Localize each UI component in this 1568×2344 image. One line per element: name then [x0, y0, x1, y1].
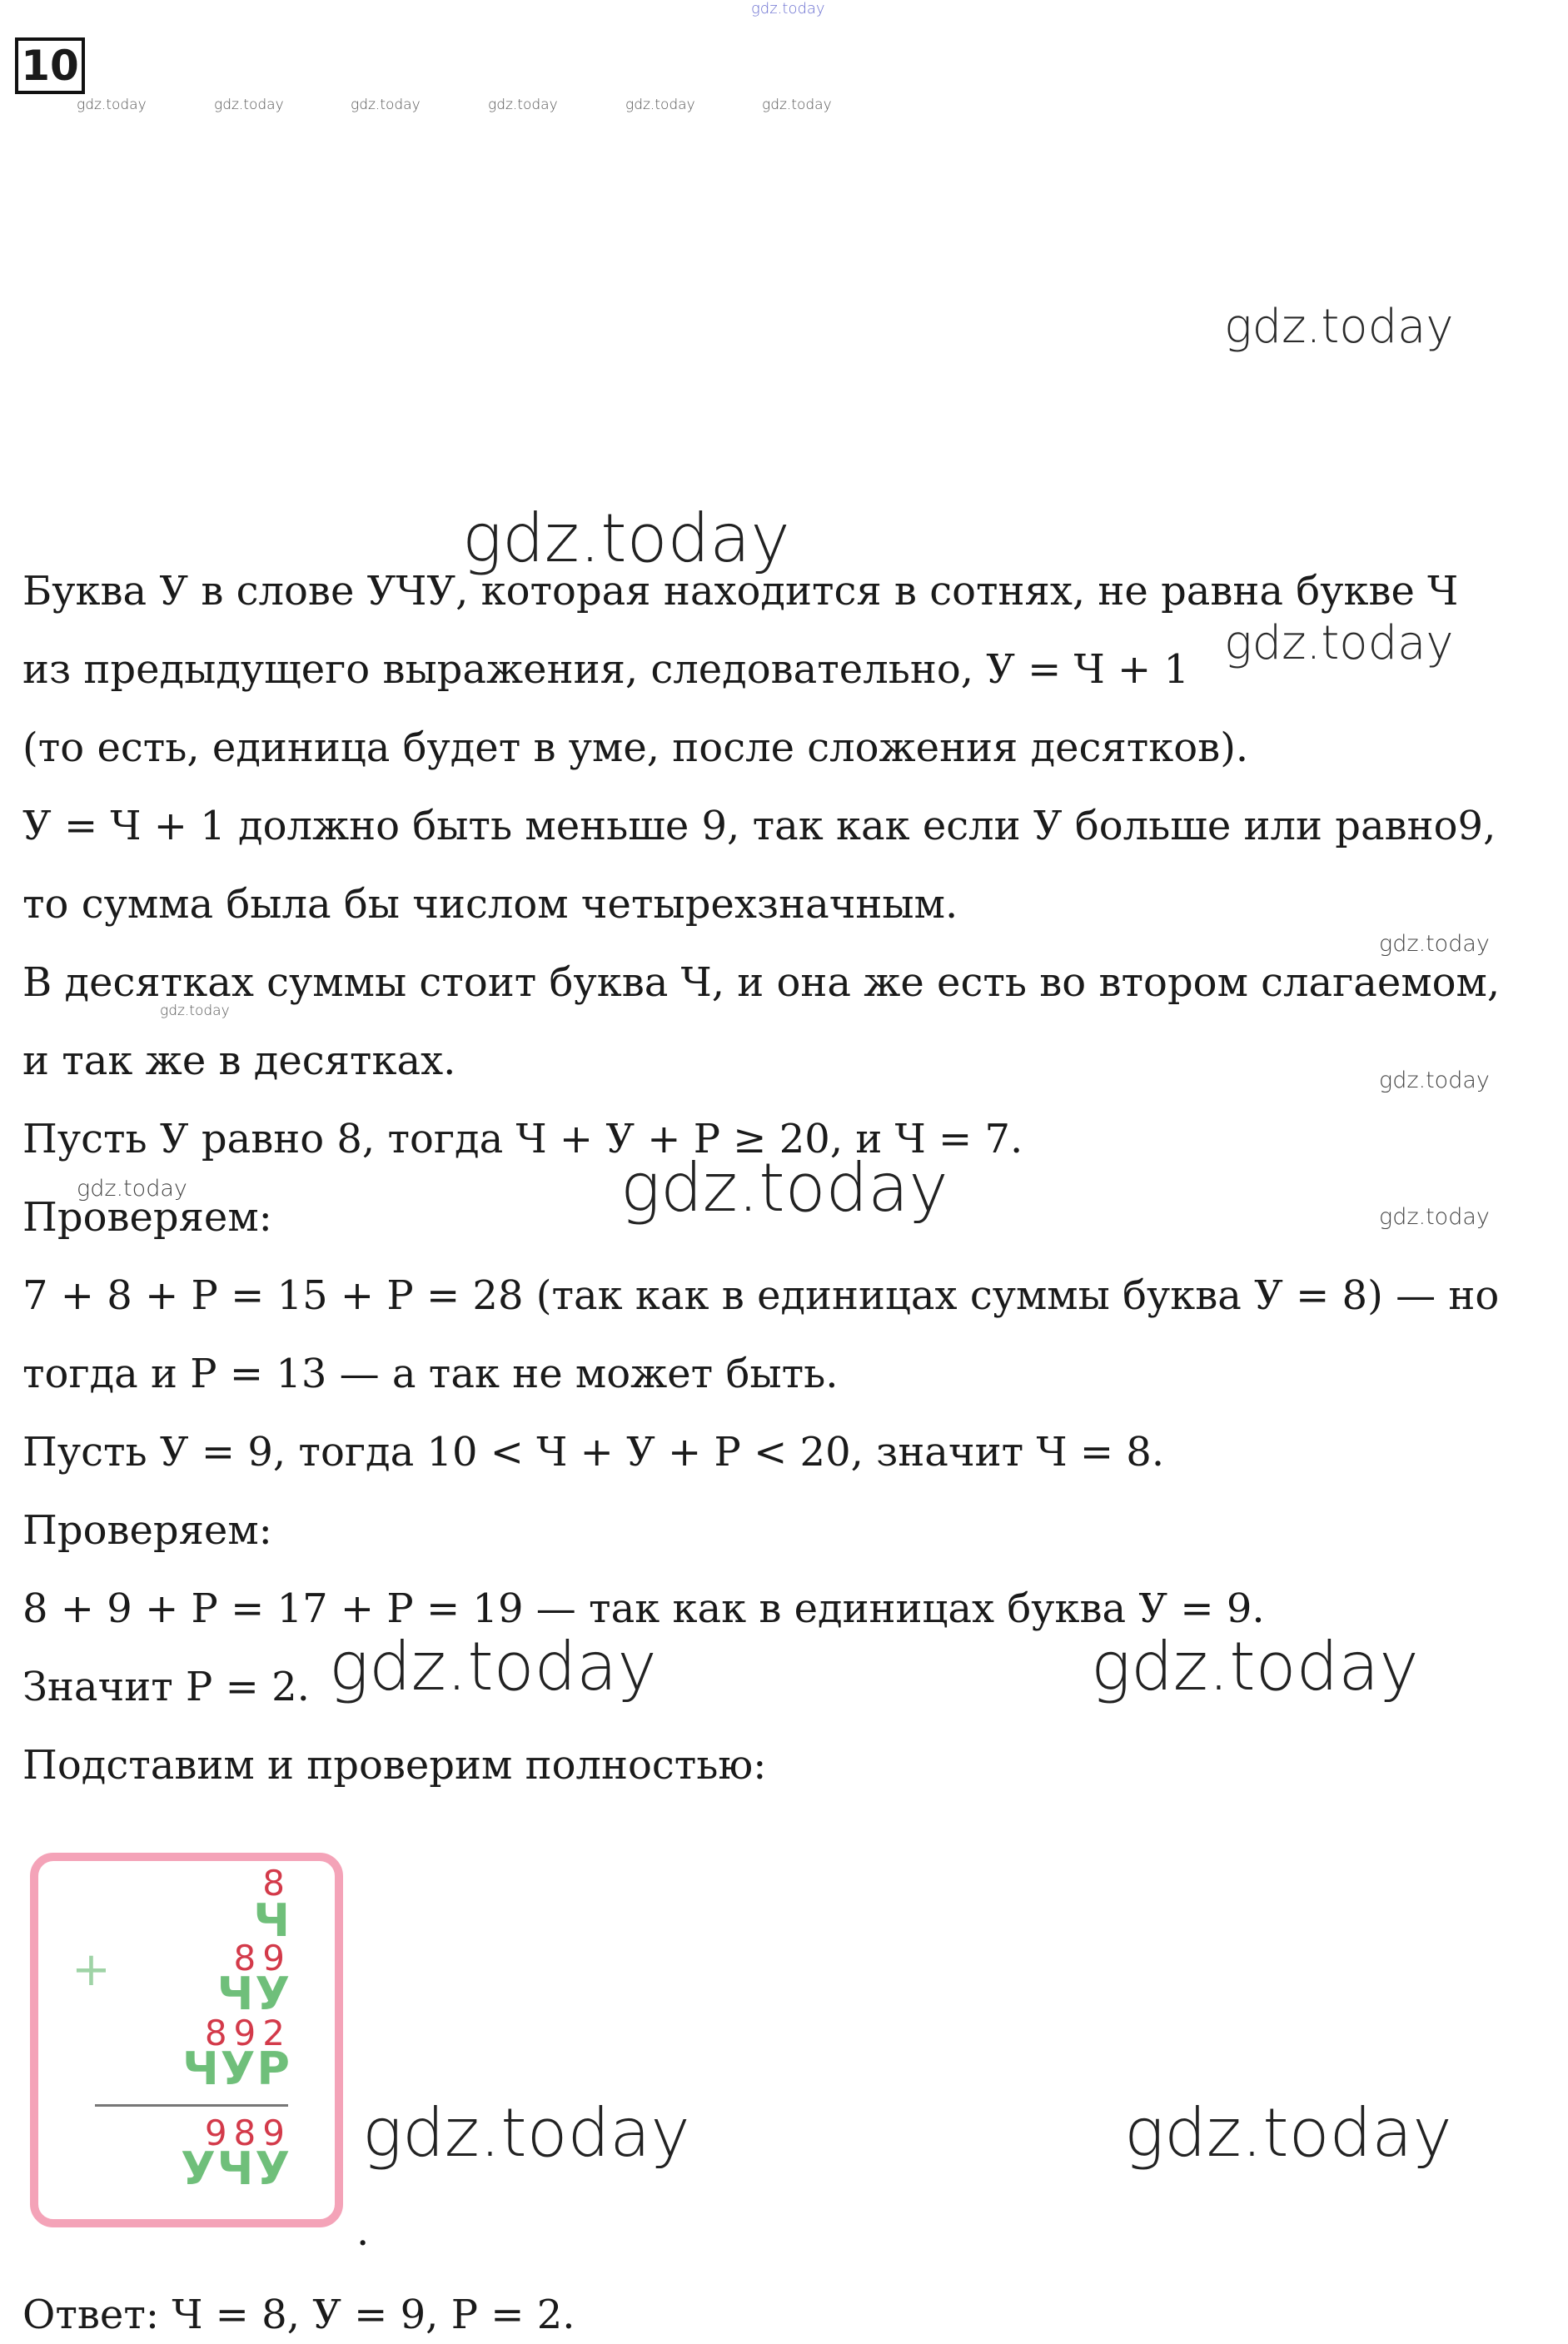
watermark-large: gdz.today — [329, 1628, 657, 1705]
solution-line: Проверяем: — [22, 1507, 272, 1554]
row3-digits: 892 — [204, 2013, 291, 2053]
watermark-small: gdz.today — [762, 97, 832, 113]
watermark-small: gdz.today — [77, 1176, 187, 1202]
watermark-small: gdz.today — [1379, 1204, 1490, 1230]
watermark-small: gdz.today — [160, 1003, 230, 1019]
row1-digits: 8 — [262, 1863, 291, 1904]
watermark-small: gdz.today — [488, 97, 558, 113]
watermark-small: gdz.today — [351, 97, 421, 113]
solution-line: Значит Р = 2. — [22, 1664, 310, 1710]
watermark-large: gdz.today — [362, 2094, 690, 2172]
answer-line: Ответ: Ч = 8, У = 9, Р = 2. — [22, 2292, 575, 2338]
watermark-top: gdz.today — [751, 0, 825, 17]
watermark-medium: gdz.today — [1224, 300, 1454, 354]
watermark-large: gdz.today — [620, 1149, 948, 1227]
watermark-small: gdz.today — [1379, 931, 1490, 957]
watermark-small: gdz.today — [625, 97, 695, 113]
watermark-small: gdz.today — [214, 97, 284, 113]
solution-line: 7 + 8 + Р = 15 + Р = 28 (так как в единицах суммы буква У = 8) — но — [22, 1272, 1500, 1319]
solution-line: (то есть, единица будет в уме, после сложения десятков). — [22, 724, 1249, 771]
task-number: 10 — [15, 37, 85, 94]
solution-line: В десятках суммы стоит буква Ч, и она же есть во втором слагаемом, — [22, 959, 1501, 1006]
solution-line: Проверяем: — [22, 1194, 272, 1241]
watermark-medium: gdz.today — [1224, 616, 1454, 670]
sum-digits: 989 — [204, 2113, 291, 2153]
puzzle-addition-box — [30, 1853, 343, 2227]
watermark-large: gdz.today — [1124, 2094, 1452, 2172]
trailing-dot: . — [356, 2208, 370, 2255]
solution-line: У = Ч + 1 должно быть меньше 9, так как если У больше или равно9, — [22, 803, 1496, 849]
solution-line: тогда и Р = 13 — а так не может быть. — [22, 1351, 839, 1397]
watermark-small: gdz.today — [77, 97, 147, 113]
row2-digits: 89 — [233, 1938, 291, 1978]
row3-letters: ЧУР — [182, 2043, 291, 2095]
row1-letters: Ч — [253, 1894, 291, 1947]
solution-line: Пусть У равно 8, тогда Ч + У + Р ≥ 20, и Ч = 7. — [22, 1116, 1023, 1162]
solution-line: Пусть У = 9, тогда 10 < Ч + У + Р < 20, значит Ч = 8. — [22, 1429, 1165, 1476]
row2-letters: ЧУ — [217, 1968, 291, 2020]
sum-letters: УЧУ — [181, 2142, 291, 2195]
sum-bar — [95, 2104, 288, 2107]
solution-line: 8 + 9 + Р = 17 + Р = 19 — так как в единицах буква У = 9. — [22, 1585, 1265, 1632]
watermark-large: gdz.today — [1091, 1628, 1419, 1705]
watermark-small: gdz.today — [1379, 1067, 1490, 1093]
watermark-large: gdz.today — [462, 500, 790, 577]
solution-line: Подставим и проверим полностью: — [22, 1742, 767, 1789]
plus-sign: + — [72, 1943, 111, 1997]
solution-line: из предыдущего выражения, следовательно, У = Ч + 1 — [22, 646, 1190, 693]
solution-line: Буква У в слове УЧУ, которая находится в сотнях, не равна букве Ч — [22, 568, 1459, 615]
solution-line: то сумма была бы числом четырехзначным. — [22, 881, 958, 928]
solution-line: и так же в десятках. — [22, 1038, 456, 1084]
